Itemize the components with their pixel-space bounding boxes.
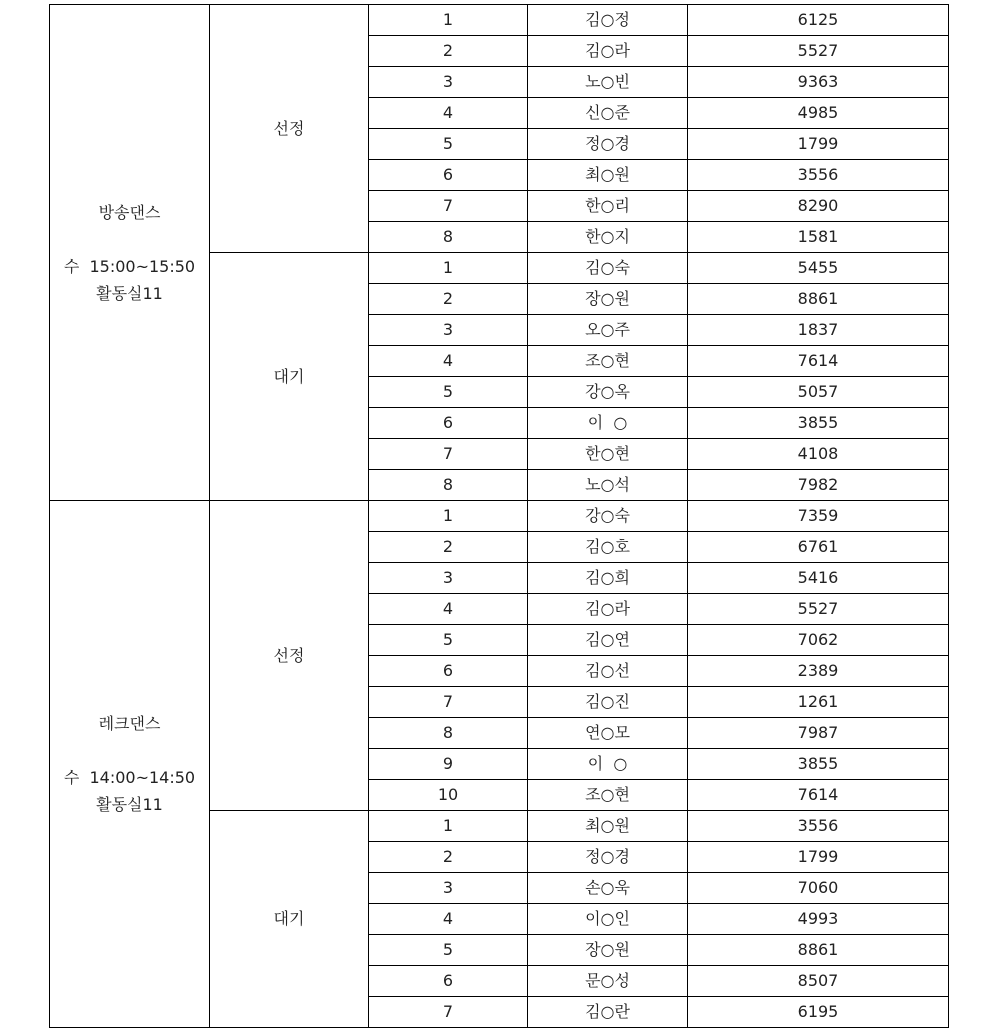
- row-number-cell: 3: [369, 563, 528, 594]
- member-name-cell: 조○현: [528, 780, 688, 811]
- member-name-cell: 노○석: [528, 470, 688, 501]
- status-cell: 대기: [210, 253, 369, 501]
- member-name-cell: 장○원: [528, 284, 688, 315]
- member-id-cell: 5455: [688, 253, 949, 284]
- member-id-cell: 1581: [688, 222, 949, 253]
- member-name-cell: 김○라: [528, 36, 688, 67]
- member-name-cell: 김○선: [528, 656, 688, 687]
- row-number-cell: 8: [369, 470, 528, 501]
- member-name-cell: 한○현: [528, 439, 688, 470]
- member-id-cell: 6125: [688, 5, 949, 36]
- member-id-cell: 3855: [688, 408, 949, 439]
- class-info-cell: [50, 5, 210, 501]
- member-name-cell: 최○원: [528, 811, 688, 842]
- member-id-cell: 3855: [688, 749, 949, 780]
- member-name-cell: 김○진: [528, 687, 688, 718]
- member-name-cell: 김○호: [528, 532, 688, 563]
- status-cell: 선정: [210, 5, 369, 253]
- row-number-cell: 6: [369, 408, 528, 439]
- member-name-cell: 김○정: [528, 5, 688, 36]
- member-id-cell: 7982: [688, 470, 949, 501]
- roster-body: [50, 5, 949, 1028]
- member-id-cell: 3556: [688, 811, 949, 842]
- status-cell: 선정: [210, 501, 369, 811]
- status-cell: 대기: [210, 811, 369, 1028]
- row-number-cell: 4: [369, 98, 528, 129]
- row-number-cell: 7: [369, 687, 528, 718]
- member-name-cell: 이○인: [528, 904, 688, 935]
- member-name-cell: 강○숙: [528, 501, 688, 532]
- row-number-cell: 4: [369, 346, 528, 377]
- member-id-cell: 8507: [688, 966, 949, 997]
- member-name-cell: 한○지: [528, 222, 688, 253]
- member-id-cell: 4108: [688, 439, 949, 470]
- member-name-cell: 김○숙: [528, 253, 688, 284]
- member-id-cell: 6761: [688, 532, 949, 563]
- member-name-cell: 최○원: [528, 160, 688, 191]
- row-number-cell: 1: [369, 253, 528, 284]
- member-id-cell: 5416: [688, 563, 949, 594]
- row-number-cell: 3: [369, 67, 528, 98]
- row-number-cell: 6: [369, 966, 528, 997]
- row-number-cell: 2: [369, 532, 528, 563]
- class-info-cell: [50, 501, 210, 1028]
- class-schedule: 수 14:00~14:50: [63, 768, 196, 787]
- member-name-cell: 정○경: [528, 129, 688, 160]
- row-number-cell: 7: [369, 439, 528, 470]
- member-id-cell: 9363: [688, 67, 949, 98]
- row-number-cell: 5: [369, 935, 528, 966]
- member-id-cell: 4993: [688, 904, 949, 935]
- member-name-cell: 연○모: [528, 718, 688, 749]
- member-name-cell: 정○경: [528, 842, 688, 873]
- roster-table: [49, 4, 949, 1028]
- member-name-cell: 신○준: [528, 98, 688, 129]
- row-number-cell: 2: [369, 284, 528, 315]
- class-name: 방송댄스: [98, 202, 161, 222]
- table-row: [50, 5, 949, 36]
- class-name: 레크댄스: [98, 714, 161, 733]
- member-id-cell: 1799: [688, 129, 949, 160]
- member-name-cell: 장○원: [528, 935, 688, 966]
- member-id-cell: 7614: [688, 780, 949, 811]
- member-id-cell: 8861: [688, 935, 949, 966]
- row-number-cell: 10: [369, 780, 528, 811]
- row-number-cell: 4: [369, 904, 528, 935]
- member-name-cell: 노○빈: [528, 67, 688, 98]
- member-id-cell: 5057: [688, 377, 949, 408]
- row-number-cell: 7: [369, 997, 528, 1028]
- member-id-cell: 8861: [688, 284, 949, 315]
- row-number-cell: 5: [369, 377, 528, 408]
- member-name-cell: 손○욱: [528, 873, 688, 904]
- member-id-cell: 7614: [688, 346, 949, 377]
- member-id-cell: 1799: [688, 842, 949, 873]
- member-id-cell: 7060: [688, 873, 949, 904]
- class-schedule: 수 15:00~15:50: [63, 256, 196, 276]
- member-name-cell: 이 ○: [528, 408, 688, 439]
- class-room: 활동실11: [96, 283, 163, 303]
- member-name-cell: 한○리: [528, 191, 688, 222]
- member-name-cell: 이 ○: [528, 749, 688, 780]
- row-number-cell: 1: [369, 5, 528, 36]
- row-number-cell: 1: [369, 811, 528, 842]
- table-row: [50, 501, 949, 532]
- row-number-cell: 2: [369, 842, 528, 873]
- row-number-cell: 3: [369, 315, 528, 346]
- spacer: [50, 226, 209, 253]
- member-name-cell: 김○란: [528, 997, 688, 1028]
- member-name-cell: 조○현: [528, 346, 688, 377]
- member-id-cell: 6195: [688, 997, 949, 1028]
- row-number-cell: 6: [369, 656, 528, 687]
- row-number-cell: 5: [369, 625, 528, 656]
- member-id-cell: 5527: [688, 36, 949, 67]
- member-id-cell: 2389: [688, 656, 949, 687]
- member-name-cell: 김○라: [528, 594, 688, 625]
- member-id-cell: 7062: [688, 625, 949, 656]
- member-name-cell: 강○옥: [528, 377, 688, 408]
- row-number-cell: 5: [369, 129, 528, 160]
- row-number-cell: 9: [369, 749, 528, 780]
- spacer: [50, 737, 209, 764]
- member-id-cell: 7987: [688, 718, 949, 749]
- row-number-cell: 3: [369, 873, 528, 904]
- member-id-cell: 5527: [688, 594, 949, 625]
- member-id-cell: 3556: [688, 160, 949, 191]
- member-name-cell: 문○성: [528, 966, 688, 997]
- member-id-cell: 1261: [688, 687, 949, 718]
- row-number-cell: 2: [369, 36, 528, 67]
- row-number-cell: 7: [369, 191, 528, 222]
- row-number-cell: 8: [369, 222, 528, 253]
- row-number-cell: 1: [369, 501, 528, 532]
- member-name-cell: 김○연: [528, 625, 688, 656]
- member-id-cell: 1837: [688, 315, 949, 346]
- row-number-cell: 4: [369, 594, 528, 625]
- member-name-cell: 오○주: [528, 315, 688, 346]
- member-id-cell: 7359: [688, 501, 949, 532]
- row-number-cell: 6: [369, 160, 528, 191]
- row-number-cell: 8: [369, 718, 528, 749]
- member-name-cell: 김○희: [528, 563, 688, 594]
- member-id-cell: 4985: [688, 98, 949, 129]
- member-id-cell: 8290: [688, 191, 949, 222]
- class-room: 활동실11: [96, 795, 163, 814]
